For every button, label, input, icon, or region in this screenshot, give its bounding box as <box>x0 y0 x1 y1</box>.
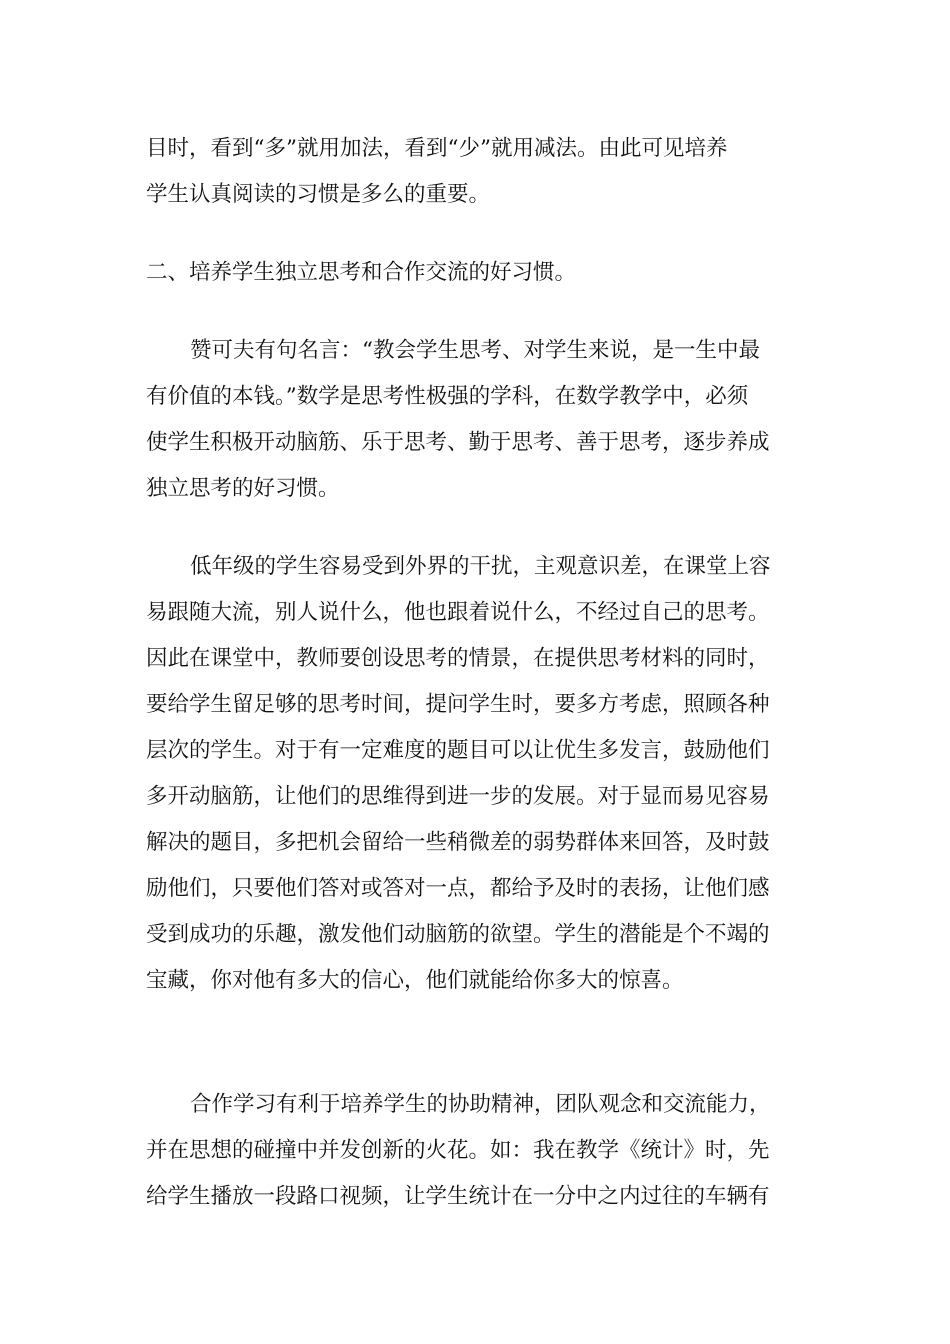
text-line: 受到成功的乐趣，激发他们动脑筋的欲望。学生的潜能是个不竭的 <box>146 922 770 947</box>
text-line: 赞可夫有句名言：“教会学生思考、对学生来说，是一生中最 <box>190 338 760 363</box>
text-line: 并在思想的碰撞中并发创新的火花。如：我在教学《统计》时，先 <box>146 1138 770 1163</box>
text-line: 宝藏，你对他有多大的信心，他们就能给你多大的惊喜。 <box>146 968 684 993</box>
text-line: 多开动脑筋，让他们的思维得到进一步的发展。对于显而易见容易 <box>146 784 770 809</box>
paragraph <box>146 1082 806 1220</box>
text-line: 励他们，只要他们答对或答对一点，都给予及时的表扬，让他们感 <box>146 876 770 901</box>
text-line: 合作学习有利于培养学生的协助精神，团队观念和交流能力， <box>190 1092 771 1117</box>
paragraph <box>146 544 806 1004</box>
text-line: 目时，看到“多”就用加法，看到“少”就用减法。由此可见培养 <box>146 136 728 161</box>
text-line: 层次的学生。对于有一定难度的题目可以让优生多发言，鼓励他们 <box>146 738 770 763</box>
text-line: 低年级的学生容易受到外界的干扰，主观意识差，在课堂上容 <box>190 554 771 579</box>
heading-text: 二、培养学生独立思考和合作交流的好习惯。 <box>146 260 577 285</box>
text-line: 因此在课堂中，教师要创设思考的情景，在提供思考材料的同时， <box>146 646 770 671</box>
text-line: 有价值的本钱。”数学是思考性极强的学科，在数学教学中，必须 <box>146 384 749 409</box>
text-line: 要给学生留足够的思考时间，提问学生时，要多方考虑，照顾各种 <box>146 692 770 717</box>
section-heading <box>146 250 806 296</box>
text-line: 学生认真阅读的习惯是多么的重要。 <box>146 182 491 207</box>
text-line: 易跟随大流，别人说什么，他也跟着说什么，不经过自己的思考。 <box>146 600 770 625</box>
text-line: 使学生积极开动脑筋、乐于思考、勤于思考、善于思考，逐步养成 <box>146 430 770 455</box>
text-line: 解决的题目，多把机会留给一些稍微差的弱势群体来回答，及时鼓 <box>146 830 770 855</box>
text-line: 独立思考的好习惯。 <box>146 476 340 501</box>
text-line: 给学生播放一段路口视频，让学生统计在一分中之内过往的车辆有 <box>146 1184 770 1209</box>
paragraph-continuation <box>146 126 806 218</box>
paragraph <box>146 328 806 512</box>
